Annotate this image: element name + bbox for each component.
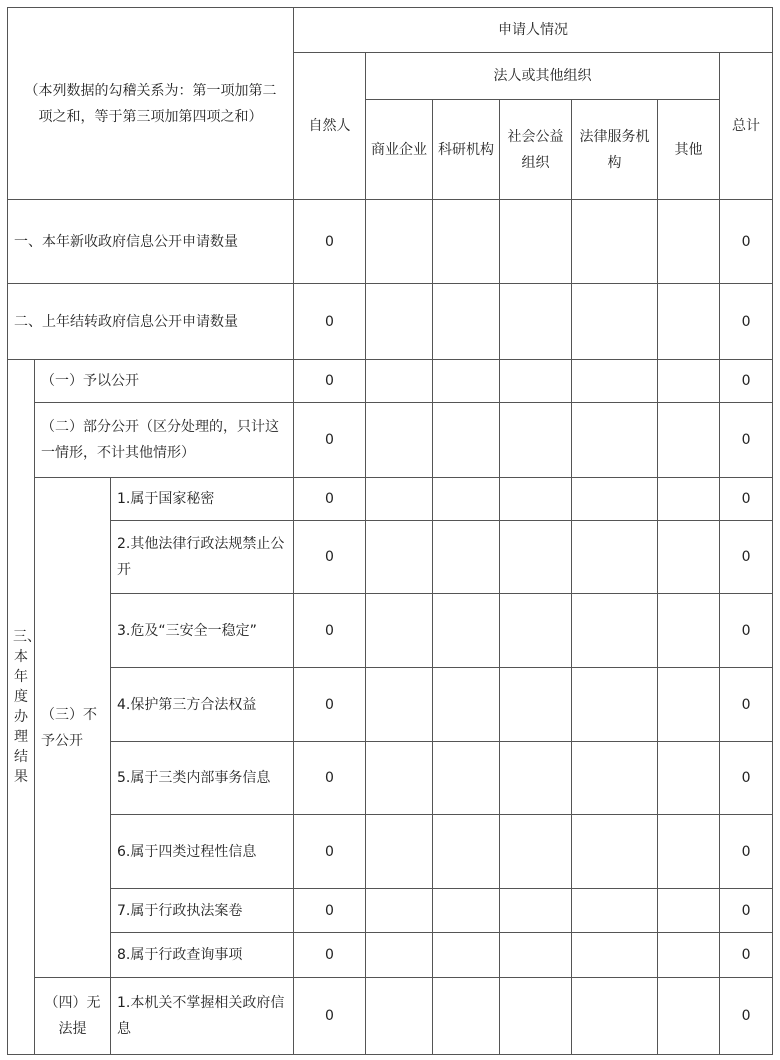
- total-value: 0: [720, 200, 773, 284]
- total-value: 0: [720, 815, 773, 889]
- header-other: 其他: [658, 100, 720, 200]
- header-legal-service: 法律服务机构: [572, 100, 658, 200]
- total-value: 0: [720, 521, 773, 594]
- row-label: 3.危及“三安全一稳定”: [111, 594, 294, 668]
- row-label: （二）部分公开（区分处理的，只计这一情形，不计其他情形）: [35, 403, 294, 478]
- total-value: 0: [720, 668, 773, 742]
- natural-value: 0: [294, 933, 366, 978]
- total-value: 0: [720, 889, 773, 933]
- natural-value: 0: [294, 478, 366, 521]
- total-value: 0: [720, 284, 773, 360]
- row-label: 2.其他法律行政法规禁止公开: [111, 521, 294, 594]
- header-social: 社会公益组织: [500, 100, 572, 200]
- header-research: 科研机构: [433, 100, 500, 200]
- header-natural-person: 自然人: [294, 53, 366, 200]
- natural-value: 0: [294, 742, 366, 815]
- row-label: 4.保护第三方合法权益: [111, 668, 294, 742]
- natural-value: 0: [294, 594, 366, 668]
- natural-value: 0: [294, 360, 366, 403]
- total-value: 0: [720, 594, 773, 668]
- row-label: 二、上年结转政府信息公开申请数量: [8, 284, 294, 360]
- row-label: 7.属于行政执法案卷: [111, 889, 294, 933]
- row-label: 5.属于三类内部事务信息: [111, 742, 294, 815]
- natural-value: 0: [294, 889, 366, 933]
- total-value: 0: [720, 360, 773, 403]
- total-value: 0: [720, 742, 773, 815]
- header-total: 总计: [720, 53, 773, 200]
- withheld-group-label: （三）不予公开: [35, 478, 111, 978]
- unable-group-label: （四）无法提: [35, 978, 111, 1055]
- row-label: 1.本机关不掌握相关政府信息: [111, 978, 294, 1055]
- row-label: 8.属于行政查询事项: [111, 933, 294, 978]
- row-label: （一）予以公开: [35, 360, 294, 403]
- natural-value: 0: [294, 521, 366, 594]
- header-commercial: 商业企业: [366, 100, 433, 200]
- natural-value: 0: [294, 815, 366, 889]
- section3-label: 三、本年度办理结果: [8, 360, 35, 1055]
- row-label: 6.属于四类过程性信息: [111, 815, 294, 889]
- natural-value: 0: [294, 200, 366, 284]
- natural-value: 0: [294, 284, 366, 360]
- header-legal-group: 法人或其他组织: [366, 53, 720, 100]
- total-value: 0: [720, 978, 773, 1055]
- natural-value: 0: [294, 668, 366, 742]
- total-value: 0: [720, 478, 773, 521]
- info-disclosure-table: [7, 7, 773, 1055]
- total-value: 0: [720, 933, 773, 978]
- natural-value: 0: [294, 403, 366, 478]
- header-applicant-situation: 申请人情况: [294, 8, 773, 53]
- row-label: 一、本年新收政府信息公开申请数量: [8, 200, 294, 284]
- row-label: 1.属于国家秘密: [111, 478, 294, 521]
- natural-value: 0: [294, 978, 366, 1055]
- table-note: （本列数据的勾稽关系为：第一项加第二项之和，等于第三项加第四项之和）: [8, 8, 294, 200]
- total-value: 0: [720, 403, 773, 478]
